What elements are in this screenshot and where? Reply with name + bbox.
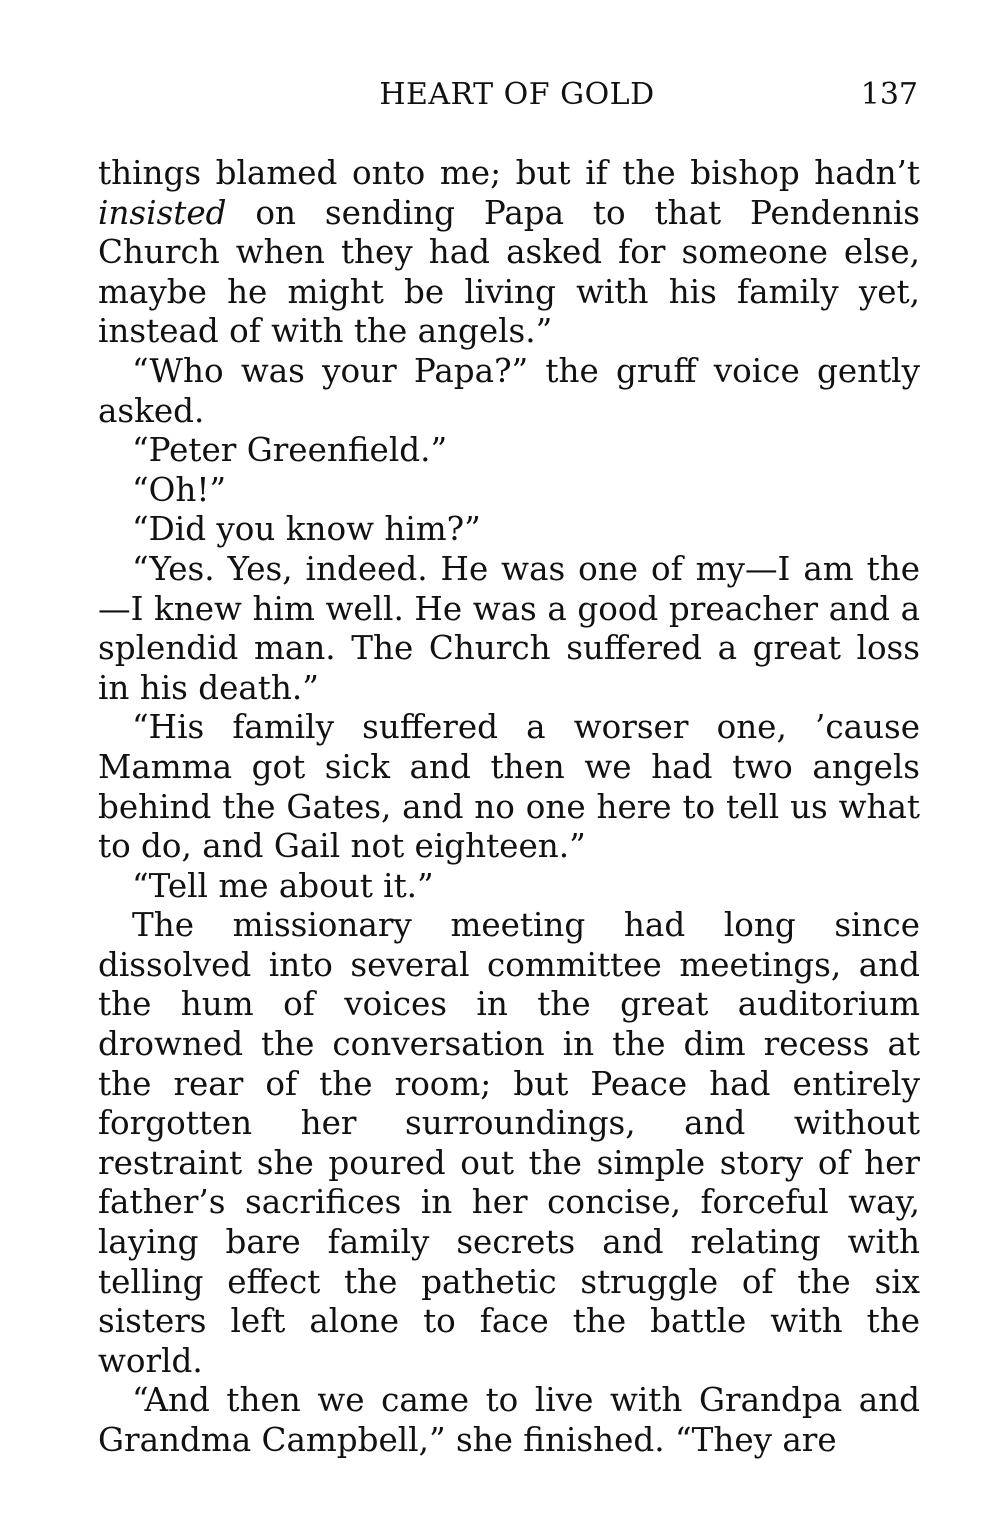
paragraph-continued bbox=[98, 154, 920, 352]
paragraph: The missionary meeting had long since dissolved into several committee meetings, and the hum of voices in the great auditorium drowned the conversation in the dim recess at the rear of the room; but Peace had entirely forgotten her surroundings, and without restraint she poured out the simple story of her father’s sacrifices in her concise, forceful way, laying bare family secrets and relating with telling effect the pathetic struggle of the six sisters left alone to face the battle with the world. bbox=[98, 906, 920, 1380]
paragraph: “Peter Greenfield.” bbox=[132, 431, 448, 470]
text-run: on sending Papa to that Pendennis Church when they had asked for someone else, maybe he might be living with his family yet, instead of with the angels.” bbox=[98, 193, 920, 351]
paragraph: “And then we came to live with Grandpa and Grandma Campbell,” she finished. “They are bbox=[98, 1381, 920, 1459]
italic-emphasis: insisted bbox=[98, 193, 227, 232]
running-head bbox=[98, 72, 918, 118]
paragraph: “Did you know him?” bbox=[132, 510, 481, 549]
text-run: things blamed onto me; but if the bishop hadn’t bbox=[98, 154, 920, 192]
paragraph: “Yes. Yes, indeed. He was one of my—I am the—I knew him well. He was a good preacher and a splendid man. The Church suffered a great loss in his death.” bbox=[98, 549, 920, 707]
paragraph: “His family suffered a worser one, ’cause Mamma got sick and then we had two angels behind the Gates, and no one here to tell us what to do, and Gail not eighteen.” bbox=[98, 708, 920, 866]
paragraph: “Oh!” bbox=[132, 470, 227, 509]
paragraph: “Who was your Papa?” the gruff voice gently asked. bbox=[98, 351, 920, 430]
body-text bbox=[98, 154, 920, 1461]
running-title: HEART OF GOLD bbox=[379, 77, 655, 112]
page-number: 137 bbox=[860, 77, 918, 112]
paragraph: “Tell me about it.” bbox=[132, 866, 434, 905]
